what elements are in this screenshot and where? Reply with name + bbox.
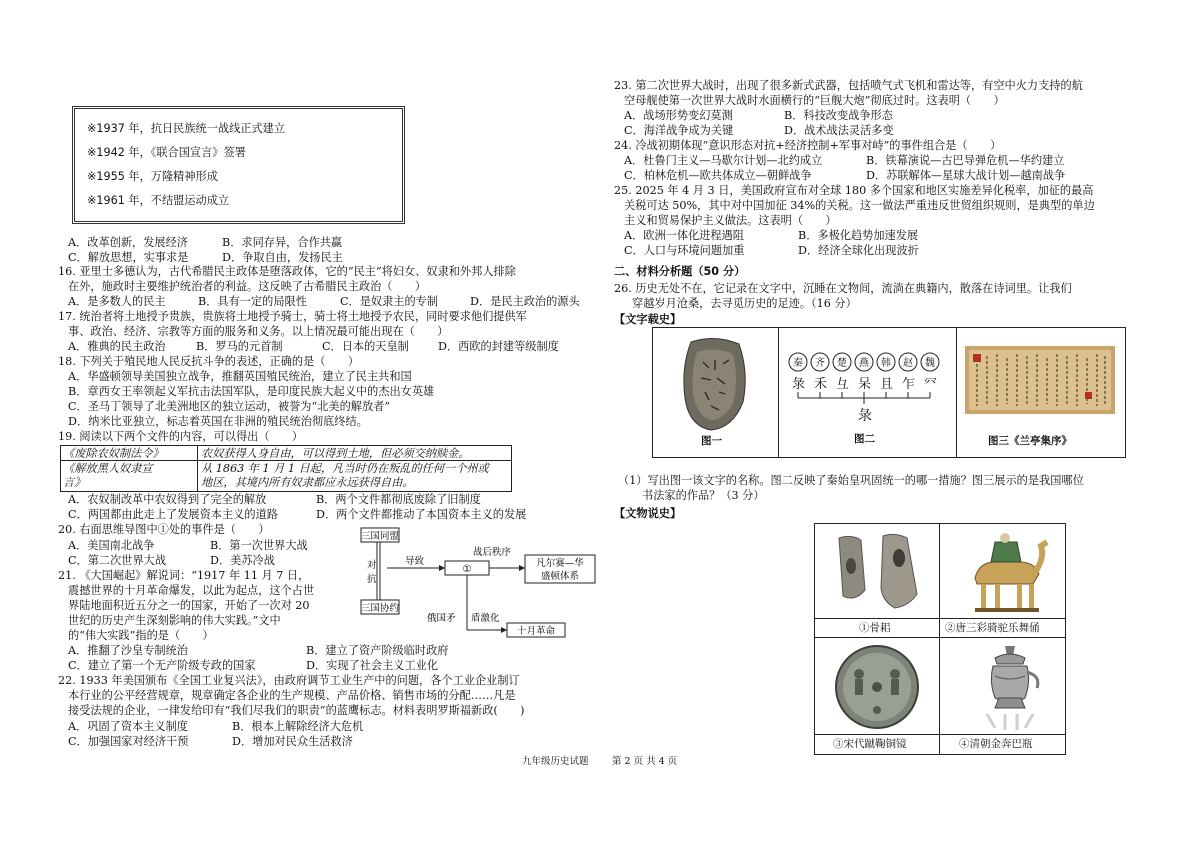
state-label: 魏	[925, 358, 935, 369]
table-cell: 地区，其境内所有奴隶都应永远获得自由。	[201, 476, 414, 489]
q15-option-a: A．改革创新，发展经济	[68, 236, 188, 249]
q24-option-d: D．苏联解体—星球大战计划—越南战争	[866, 169, 1066, 182]
q17-stem: 事、政治、经济、宗教等方面的服务和义务。以上情况最可能出现在（ ）	[68, 325, 449, 338]
relic-caption: ②唐三彩骑驼乐舞俑	[945, 622, 1040, 634]
svg-text:且: 且	[880, 377, 894, 392]
q21-line: 21. 《大国崛起》解说词：“1917 年 11 月 7 日，	[58, 569, 310, 582]
diagram-label: ①	[462, 564, 472, 575]
q18-stem: 18. 下列关于殖民地人民反抗斗争的表述，正确的是（ ）	[58, 355, 360, 368]
q19-option-d: D．两个文件都推动了本国资本主义的发展	[316, 508, 527, 521]
svg-text:乍: 乍	[902, 377, 916, 392]
diagram-label: 十月革命	[516, 626, 556, 637]
timeline-box	[72, 106, 405, 224]
footer-page-number: 第 2 页 共 4 页	[612, 756, 678, 767]
grid-divider	[815, 734, 1065, 735]
q15-option-d: D．争取自由，发扬民主	[222, 251, 343, 264]
q25-option-c: C．人口与环境问题加重	[624, 244, 745, 257]
section-title: 二、材料分析题（50 分）	[614, 265, 746, 278]
q25-option-b: B．多极化趋势加速发展	[798, 229, 919, 242]
q22-option-b: B．根本上解除经济大危机	[232, 720, 364, 733]
gold-benba-vase-image	[965, 642, 1055, 732]
q15-option-c: C．解放思想，实事求是	[68, 251, 189, 264]
q21-line: 震撼世界的十月革命爆发，以此为起点，这个占世	[68, 584, 315, 597]
timeline-item: ※1961 年，不结盟运动成立	[87, 194, 230, 207]
grid-divider	[939, 524, 940, 754]
q23-option-b: B．科技改变战争形态	[784, 109, 893, 122]
q24-stem: 24. 冷战初期体现“意识形态对抗+经济控制+军事对峙”的事件组合是（ ）	[614, 139, 1002, 152]
svg-text:彔: 彔	[792, 377, 806, 392]
state-label: 韩	[881, 358, 891, 369]
table-divider	[61, 460, 511, 461]
q16-option-a: A．是多数人的民主	[68, 295, 166, 308]
q25-line: 25. 2025 年 4 月 3 日，美国政府宣布对全球 180 多个国家和地区实施差异化税率，加征的最高	[614, 184, 1094, 197]
q25-line: 关税可达 50%，其中对中国加征 34%的关税。这一做法严重违反世贸组织规则，是典型的单边	[624, 199, 1095, 212]
q16-option-c: C．是奴隶主的专制	[340, 295, 439, 308]
q16-stem: 在外，施政时主要维护统治者的利益。这反映了古希腊民主政治（ ）	[68, 280, 427, 293]
table-cell: 《解放黑人奴隶宣	[63, 462, 153, 475]
q21-line: 世纪的历史产生深刻影响的伟大实践。”文中	[68, 614, 281, 627]
text-history-figures	[652, 327, 1126, 458]
table-cell: 农奴获得人身自由，可以得到土地，但必须交纳赎金。	[201, 447, 470, 460]
lanting-preface-image	[965, 346, 1115, 414]
figure-1-cell	[653, 328, 779, 457]
q20-option-d: D．美苏冷战	[210, 554, 275, 567]
q20-option-a: A．美国南北战争	[68, 539, 155, 552]
diagram-label: 抗	[367, 574, 377, 585]
q19-option-b: B．两个文件都彻底废除了旧制度	[316, 493, 481, 506]
q21-line: 界陆地面积近五分之一的国家，开始了一次对 20	[68, 599, 310, 612]
q17-option-a: A．雅典的民主政治	[68, 340, 166, 353]
q16-option-b: B．具有一定的局限性	[198, 295, 307, 308]
q17-stem: 17. 统治者将土地授予贵族，贵族将土地授予骑士，骑士将土地授予农民，同时要求他们提供军	[58, 310, 527, 323]
figure-3-cell	[956, 328, 1125, 457]
q22-option-c: C．加强国家对经济干预	[68, 735, 189, 748]
text-history-title: 【文字载史】	[614, 313, 682, 326]
q26-1-line: （1）写出图一该文字的名称。图二反映了秦始皇巩固统一的哪一措施？图三展示的是我国哪位	[618, 474, 1084, 487]
q22-line: 22. 1933 年美国颁布《全国工业复兴法》，由政府调节工业生产中的问题，各个工业企业制订	[58, 674, 520, 687]
cuju-bronze-mirror-image	[831, 644, 923, 730]
q24-option-b: B．铁幕演说—古巴导弹危机—华约建立	[866, 154, 1065, 167]
q21-option-c: C．建立了第一个无产阶级专政的国家	[68, 659, 256, 672]
diagram-label: 导致	[405, 556, 425, 567]
figure-caption: 图二	[854, 433, 875, 445]
state-label: 楚	[837, 358, 847, 369]
relic-caption: ③宋代蹴鞠铜镜	[833, 738, 907, 750]
q20-option-c: C．第二次世界大战	[68, 554, 167, 567]
q20-option-b: B．第一次世界大战	[210, 539, 308, 552]
q21-line: 的“伟大实践”指的是（ ）	[68, 629, 214, 642]
diagram-label: 三国协约	[360, 603, 400, 614]
diagram-label: 对	[367, 560, 377, 571]
diagram-label: 盛顿体系	[540, 571, 580, 582]
svg-text:彑: 彑	[836, 377, 850, 392]
timeline-item: ※1942 年，《联合国宣言》签署	[87, 146, 246, 159]
q25-option-d: D．经济全球化出现波折	[798, 244, 919, 257]
oracle-bone-image	[653, 332, 778, 437]
q18-option-d: D．纳米比亚独立，标志着英国在非洲的殖民统治彻底终结。	[68, 415, 368, 428]
q23-line: 空母舰使第一次世界大战时水面横行的“巨舰大炮”彻底过时。这表明（ ）	[624, 94, 1005, 107]
grid-divider	[815, 637, 1065, 638]
q23-line: 23. 第二次世界大战时，出现了很多新式武器，包括喷气式飞机和雷达等，有空中火力支持的航	[614, 79, 1083, 92]
q24-option-c: C．柏林危机—欧共体成立—朝鲜战争	[624, 169, 812, 182]
timeline-item: ※1937 年，抗日民族统一战线正式建立	[87, 122, 286, 135]
diagram-label: 盾激化	[471, 613, 500, 624]
q17-option-b: B．罗马的元首制	[196, 340, 283, 353]
q22-option-a: A．巩固了资本主义制度	[68, 720, 188, 733]
q25-option-a: A．欧洲一体化进程遇阻	[624, 229, 744, 242]
bone-spade-image	[821, 530, 933, 614]
diagram-label: 俄国矛	[427, 613, 456, 624]
q26-line: 26. 历史无处不在，它记录在文字中，沉睡在文物间，流淌在典籍内，散落在诗词里。让我们	[614, 282, 1072, 295]
q21-option-b: B．建立了资产阶级临时政府	[306, 644, 449, 657]
table-cell: 从 1863 年 1 月 1 日起，凡当时仍在叛乱的任何一个州或	[201, 462, 489, 475]
diagram-label: 凡尔赛—华	[536, 558, 584, 569]
relic-caption: ④清朝金奔巴瓶	[959, 738, 1033, 750]
svg-text:呆: 呆	[858, 377, 872, 392]
q20-stem: 20. 右面思维导图中①处的事件是（ ）	[58, 523, 270, 536]
q23-option-a: A．战场形势变幻莫测	[624, 109, 733, 122]
q21-option-d: D．实现了社会主义工业化	[306, 659, 439, 672]
table-cell: 言》	[63, 476, 86, 489]
table-cell: 《废除农奴制法令》	[63, 447, 164, 460]
q22-line: 本行业的公平经营规章，规章确定各企业的生产规模、产品价格、销售市场的分配……凡是	[68, 689, 516, 702]
state-label: 燕	[859, 358, 869, 369]
relic-caption: ①骨耜	[859, 622, 891, 634]
footer-exam-name: 九年级历史试题	[522, 756, 589, 767]
svg-text:㓁: 㓁	[924, 377, 938, 392]
figure-caption: 图三《兰亭集序》	[988, 435, 1072, 447]
q23-option-d: D．战术战法灵活多变	[784, 124, 894, 137]
q18-option-c: C．圣马丁领导了北美洲地区的独立运动，被誉为“北美的解放者”	[68, 400, 391, 413]
diagram-label: 战后秩序	[473, 547, 512, 558]
relic-grid	[814, 523, 1066, 755]
q21-option-a: A．推翻了沙皇专制统治	[68, 644, 188, 657]
q19-stem: 19. 阅读以下两个文件的内容，可以得出（ ）	[58, 430, 304, 443]
svg-text:禾: 禾	[814, 377, 828, 392]
q19-option-c: C．两国都由此走上了发展资本主义的道路	[68, 508, 278, 521]
q16-option-d: D．是民主政治的源头	[470, 295, 580, 308]
q25-line: 主义和贸易保护主义做法。这表明（ ）	[624, 214, 837, 227]
q24-option-a: A．杜鲁门主义—马歇尔计划—北约成立	[624, 154, 823, 167]
q16-stem: 16. 亚里士多德认为，古代希腊民主政体是堕落政体，它的“民主”将妇女、奴隶和外邦人排除	[58, 265, 516, 278]
q19-table	[60, 445, 512, 492]
q22-line: 接受法规的企业，一律发给印有“我们尽我们的职责”的蓝鹰标志。材料表明罗斯福新政( )	[68, 704, 525, 717]
figure-2-cell	[778, 328, 957, 457]
q19-option-a: A．农奴制改革中农奴得到了完全的解放	[68, 493, 267, 506]
q17-option-d: D．西欧的封建等级制度	[438, 340, 559, 353]
q18-option-b: B．章西女王率领起义军抗击法国军队，是印度民族大起义中的杰出女英雄	[68, 385, 435, 398]
q15-option-b: B．求同存异，合作共赢	[222, 236, 343, 249]
q22-option-d: D．增加对民众生活救济	[232, 735, 353, 748]
svg-text:彔: 彔	[858, 408, 872, 424]
q26-line: 穿越岁月沧桑，去寻觅历史的足迹。（16 分）	[632, 297, 857, 310]
state-label: 齐	[815, 358, 825, 369]
diagram-label: 三国同盟	[360, 531, 400, 542]
q17-option-c: C．日本的天皇制	[322, 340, 409, 353]
timeline-item: ※1955 年，万隆精神形成	[87, 170, 218, 183]
q23-option-c: C．海洋战争成为关键	[624, 124, 734, 137]
tang-sancai-camel-image	[955, 528, 1055, 616]
state-label: 赵	[903, 358, 913, 369]
table-divider	[197, 446, 198, 491]
grid-divider	[815, 618, 1065, 619]
q26-1-line: 书法家的作品？（3 分）	[642, 489, 765, 502]
q20-mind-map	[355, 526, 605, 646]
figure-caption: 图一	[701, 435, 722, 447]
q18-option-a: A．华盛顿领导美国独立战争，推翻英国殖民统治，建立了民主共和国	[68, 370, 412, 383]
relic-history-title: 【文物说史】	[614, 507, 682, 520]
state-label: 秦	[793, 358, 803, 369]
